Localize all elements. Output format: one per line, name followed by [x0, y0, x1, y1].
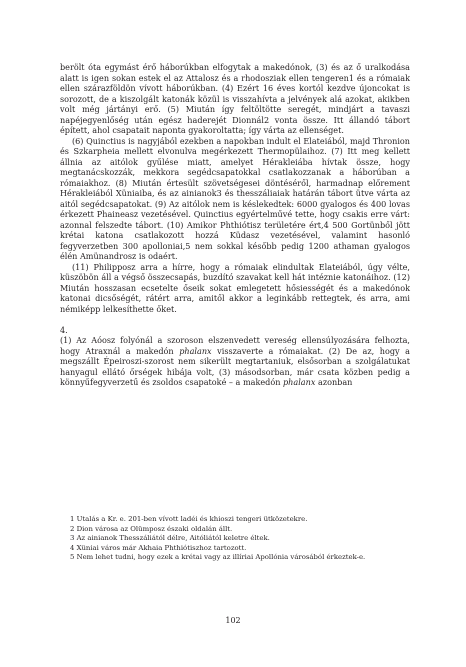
footnote-2: 2 Dion városa az Olümposz északi oldalán állt.: [70, 524, 233, 533]
footnote-3: 3 Az ainianok Thesszáliától délre, Aitóliától keletre éltek.: [70, 534, 270, 543]
paragraph-philipposz: (11) Philipposz arra a hírre, hogy a rómaiak elindultak Elateiából, úgy vélte, küszöbön áll a végső összecsapás, buzdító szavakat kell hát intéznie katonáihoz. (12) Miután hosszasan ecsetelte őseik sokat emlegetett hősiességét és a makedónok katonai dicsőségét, rátért arra, amitől akkor a leginkább rettegtek, és arra, ami némiképp lelkesíthette őket.: [60, 261, 410, 314]
footnotes: [60, 515, 410, 563]
main-text: [60, 62, 410, 388]
footnote-4: 4 Xüniai város már Akhaia Phthiótiszhoz tartozott.: [70, 543, 247, 552]
section-text-middle: visszaverte a rómaiakat. (2) De az, hogy a megszállt Épeiroszi-szorost nem sikerült megtartaniuk, elsősorban a szolgálatukat hanyagul ellátó őrségek hibája volt, (3) másodsorban, már csata közben pedig a könnyűfegyverzetű és zsoldos csapatoké – a makedón: [60, 345, 410, 387]
page-number: 102: [225, 616, 241, 625]
section-text-end: azonban: [315, 377, 353, 387]
section-emphasis-phalanx-1: phalanx: [179, 345, 212, 356]
paragraph-quinctius: (6) Quinctius is nagyjából ezekben a napokban indult el Elateiából, majd Thronion és Szkarpheia mellett elvonulva megérkezett Thermopülaihoz. (7) Itt meg kellett állnia az aitólok gyűlése miatt, amelyet Hérakleiába hívtak össze, hogy megtanácskozzák, mekkora segédcsapatokkal csatlakozzanak a háborúban a rómaiakhoz. (8) Miután értesült szövetségesei döntéséről, harmadnap előrement Hérakleiából Xüniaiba, és az ainianok3 és thesszáliaiak határán tábort ütve várta az aitól segédcsapatokat. (9) Az aitólok nem is késlekedtek: 6000 gyalogos és 400 lovas érkezett Phaineasz vezetésével. Quinctius egyértelművé tette, hogy csakis erre várt: azonnal felszedte tábort. (10) Amikor Phthiótisz területére ért,4 500 Gortünből jött krétai katona csatlakozott hozzá Küdasz vezetésével, valamint hasonló fegyverzetben 300 apolloniai,5 nem sokkal később pedig 1200 athaman gyalogos élén Amünandrosz is odaért.: [60, 135, 410, 261]
footnote-5: 5 Nem lehet tudni, hogy ezek a krétai vagy az illíriai Apollónia városából érkeztek-e.: [70, 553, 366, 562]
section-paragraph: [60, 335, 410, 388]
footnote-1: 1 Utalás a Kr. e. 201-ben vívott ladéi és khioszi tengeri ütközetekre.: [70, 515, 308, 523]
section-number: 4.: [60, 324, 68, 335]
section-emphasis-phalanx-2: phalanx: [283, 377, 316, 387]
section-text-start: (1) Az Aóosz folyónál a szoroson elszenvedett vereség ellensúlyozására felhozta, hogy Atraxnál a makedón: [60, 335, 410, 356]
paragraph-continuation: berölt óta egymást érő háborúkban elfogytak a makedónok, (3) és az ő uralkodása alatt is igen sokan estek el az Attalosz és a rhodosziak ellen tengeren1 és a rómaiak ellen szárazföldön vívott háborúkban. (4) Ezért 16 éves kortól kezdve újoncokat is sorozott, de a kiszolgált katonák közül is visszahívta a jelvények alá azokat, akikben volt még jártányi erő. (5) Miután így feltöltötte seregét, mindjárt a tavaszi napéjegyenlőség után egész haderejét Dionnál2 vonta össze. Itt állandó tábort épített, ahol csapatait naponta gyakoroltatta; így várta az ellenséget.: [60, 62, 410, 135]
